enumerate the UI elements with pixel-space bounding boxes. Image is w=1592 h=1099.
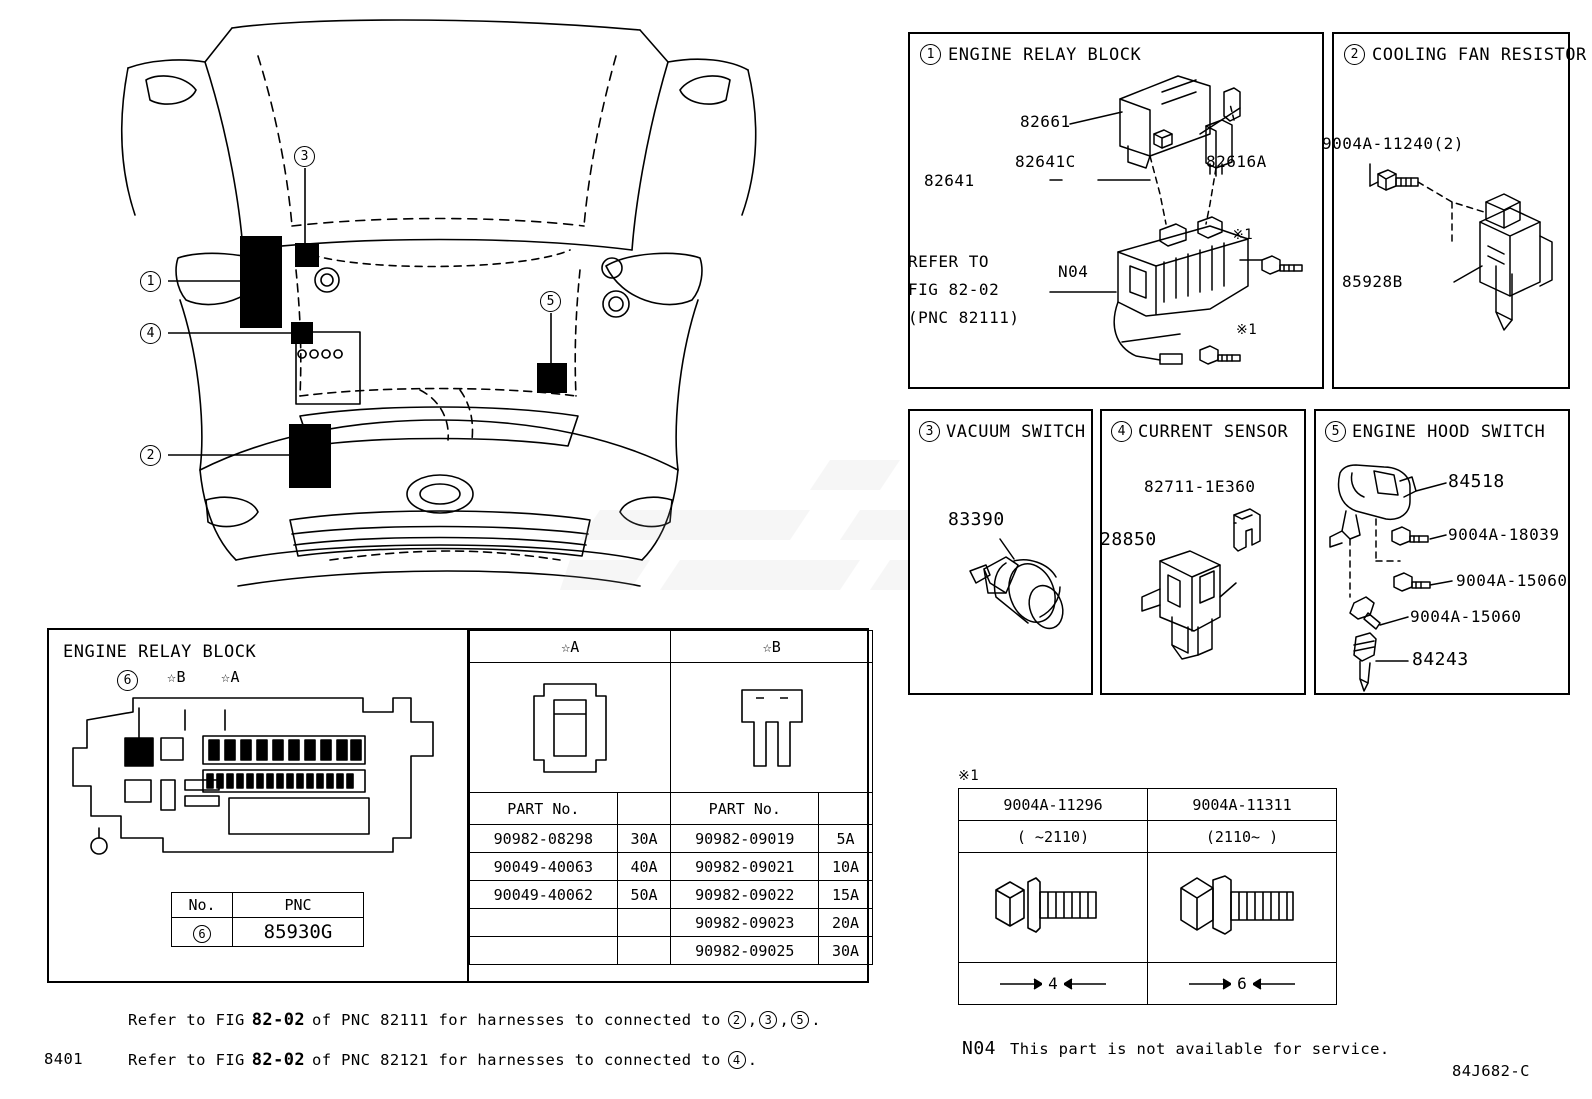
panel-vacuum-switch — [908, 409, 1093, 695]
label-asterisk1-top: ※1 — [1232, 227, 1254, 243]
bolt-range-2: (2110~ ) — [1148, 821, 1337, 853]
part-block-1 — [240, 236, 282, 328]
footnote-1-mid: of PNC 82111 for harnesses to connected to — [311, 1011, 721, 1029]
bolt-image-2 — [1148, 853, 1337, 963]
footnote-2-fig: 82-02 — [251, 1050, 305, 1070]
cell-b-amp: 20A — [819, 909, 873, 937]
car-callout-5: 5 — [540, 291, 561, 312]
panel-5-title: ENGINE HOOD SWITCH — [1352, 421, 1546, 442]
bolt-table — [958, 788, 1337, 1005]
footnote-2-ref-4: 4 — [728, 1051, 746, 1069]
footnote-1-fig: 82-02 — [251, 1010, 305, 1030]
panel-3-number: 3 — [919, 421, 940, 442]
panel-3-title: VACUUM SWITCH — [946, 421, 1086, 442]
bolt-header-1: 9004A-11296 — [959, 789, 1148, 821]
panel-current-sensor — [1100, 409, 1306, 695]
n04-code: N04 — [962, 1038, 997, 1059]
cell-b-amp: 10A — [819, 853, 873, 881]
car-callout-2: 2 — [140, 445, 161, 466]
cell-a-part: 90049-40062 — [470, 881, 618, 909]
label-asterisk1-bottom: ※1 — [1236, 322, 1258, 338]
footnote-1-ref-2: 2 — [728, 1011, 746, 1029]
pnc-row-value: 85930G — [233, 918, 364, 947]
panel-engine-relay-block — [908, 32, 1324, 389]
fuse-col-header-b-amp — [819, 793, 873, 825]
pnc-table — [171, 892, 364, 947]
cell-a-amp: 50A — [617, 881, 671, 909]
sheet-number: 8401 — [44, 1050, 83, 1068]
fuse-image-b — [671, 663, 873, 793]
n04-text: This part is not available for service. — [1010, 1040, 1390, 1058]
cell-b-part: 90982-09025 — [671, 937, 819, 965]
label-9004A-15060-upper: 9004A-15060 — [1456, 571, 1568, 590]
label-9004A-18039: 9004A-18039 — [1448, 525, 1560, 544]
label-82616A: 82616A — [1206, 152, 1267, 171]
part-block-4 — [291, 322, 313, 344]
fuse-col-header-a-part: PART No. — [470, 793, 618, 825]
cell-a-amp: 30A — [617, 825, 671, 853]
label-82641C: 82641C — [1015, 152, 1076, 171]
cell-b-part: 90982-09021 — [671, 853, 819, 881]
label-82711-1E360: 82711-1E360 — [1144, 477, 1256, 496]
arrow-left-icon — [1064, 978, 1106, 990]
figure-code: 84J682-C — [1452, 1062, 1530, 1080]
n04-note — [962, 1038, 1390, 1059]
pnc-header-no: No. — [172, 893, 233, 918]
arrow-right-icon — [1189, 978, 1231, 990]
bolt-header-2: 9004A-11311 — [1148, 789, 1337, 821]
panel-1-number: 1 — [920, 44, 941, 65]
fuse-table-row — [470, 881, 873, 909]
footnote-1-ref-5: 5 — [791, 1011, 809, 1029]
part-block-3 — [295, 243, 319, 267]
cell-b-part: 90982-09023 — [671, 909, 819, 937]
cell-a-amp — [617, 909, 671, 937]
cell-a-part: 90982-08298 — [470, 825, 618, 853]
fuse-table-row — [470, 825, 873, 853]
label-82641: 82641 — [924, 171, 975, 190]
fuse-table-container — [467, 630, 873, 982]
fuse-col-header-a-amp — [617, 793, 671, 825]
cell-b-part: 90982-09022 — [671, 881, 819, 909]
bolt-size-2: 6 — [1148, 963, 1337, 1005]
label-84518: 84518 — [1448, 471, 1505, 492]
refer-line-1: REFER TO — [908, 252, 990, 271]
vehicle-front-illustration — [0, 0, 870, 610]
cell-a-amp — [617, 937, 671, 965]
pnc-header-pnc: PNC — [233, 893, 364, 918]
footnote-2: Refer to FIG 82-02 of PNC 82121 for harnesses to connected to 4 . — [128, 1050, 758, 1070]
fuse-table — [469, 630, 873, 965]
footnote-1: Refer to FIG 82-02 of PNC 82111 for harnesses to connected to 2 , 3 , 5 . — [128, 1010, 821, 1030]
panel-cooling-fan-resistor — [1322, 32, 1587, 389]
part-block-2 — [289, 424, 331, 488]
panel-engine-relay-block-detail — [47, 628, 869, 983]
bolt-table-container — [958, 768, 1337, 1005]
cell-a-amp: 40A — [617, 853, 671, 881]
refer-line-2: FIG 82-02 — [908, 280, 1000, 299]
label-N04: N04 — [1058, 262, 1089, 281]
footnote-1-ref-3: 3 — [759, 1011, 777, 1029]
panel-5-number: 5 — [1325, 421, 1346, 442]
refer-line-3: (PNC 82111) — [908, 308, 1020, 327]
footnote-1-pre: Refer to FIG — [128, 1011, 245, 1029]
cell-a-part — [470, 937, 618, 965]
label-85928B: 85928B — [1342, 272, 1403, 291]
footnote-2-pre: Refer to FIG — [128, 1051, 245, 1069]
label-28850: 28850 — [1100, 529, 1157, 550]
fuse-group-header-b: ☆B — [671, 631, 873, 663]
label-83390: 83390 — [948, 509, 1005, 530]
label-star-b: ☆B — [167, 668, 187, 686]
relay-detail-callout-6: 6 — [117, 670, 138, 691]
cell-b-part: 90982-09019 — [671, 825, 819, 853]
pnc-row-no: 6 — [172, 918, 233, 947]
footnote-2-mid: of PNC 82121 for harnesses to connected to — [311, 1051, 721, 1069]
cell-b-amp: 30A — [819, 937, 873, 965]
bolt-size-1: 4 — [959, 963, 1148, 1005]
fuse-table-row — [470, 937, 873, 965]
panel-4-title: CURRENT SENSOR — [1138, 421, 1289, 442]
cell-a-part: 90049-40063 — [470, 853, 618, 881]
panel-1-title: ENGINE RELAY BLOCK — [948, 44, 1142, 65]
car-callout-3: 3 — [294, 146, 315, 167]
arrow-left-icon — [1253, 978, 1295, 990]
bolt-range-1: ( ~2110) — [959, 821, 1148, 853]
bolt-image-1 — [959, 853, 1148, 963]
fuse-table-row — [470, 853, 873, 881]
panel-2-number: 2 — [1344, 44, 1365, 65]
relay-block-detail-title: ENGINE RELAY BLOCK — [63, 642, 257, 662]
cell-b-amp: 15A — [819, 881, 873, 909]
fuse-group-header-a: ☆A — [470, 631, 671, 663]
cell-a-part — [470, 909, 618, 937]
panel-2-title: COOLING FAN RESISTOR — [1372, 44, 1587, 65]
cell-b-amp: 5A — [819, 825, 873, 853]
label-82661: 82661 — [1020, 112, 1071, 131]
fuse-table-row — [470, 909, 873, 937]
panel-4-number: 4 — [1111, 421, 1132, 442]
panel-engine-hood-switch — [1314, 409, 1570, 695]
part-block-5 — [537, 363, 567, 393]
fuse-image-a — [470, 663, 671, 793]
label-9004A-11240: 9004A-11240(2) — [1322, 134, 1464, 153]
bolt-table-marker: ※1 — [958, 768, 980, 784]
arrow-right-icon — [1000, 978, 1042, 990]
label-84243: 84243 — [1412, 649, 1469, 670]
label-star-a: ☆A — [221, 668, 241, 686]
fuse-col-header-b-part: PART No. — [671, 793, 819, 825]
car-callout-1: 1 — [140, 271, 161, 292]
label-9004A-15060-lower: 9004A-15060 — [1410, 607, 1522, 626]
car-callout-4: 4 — [140, 323, 161, 344]
